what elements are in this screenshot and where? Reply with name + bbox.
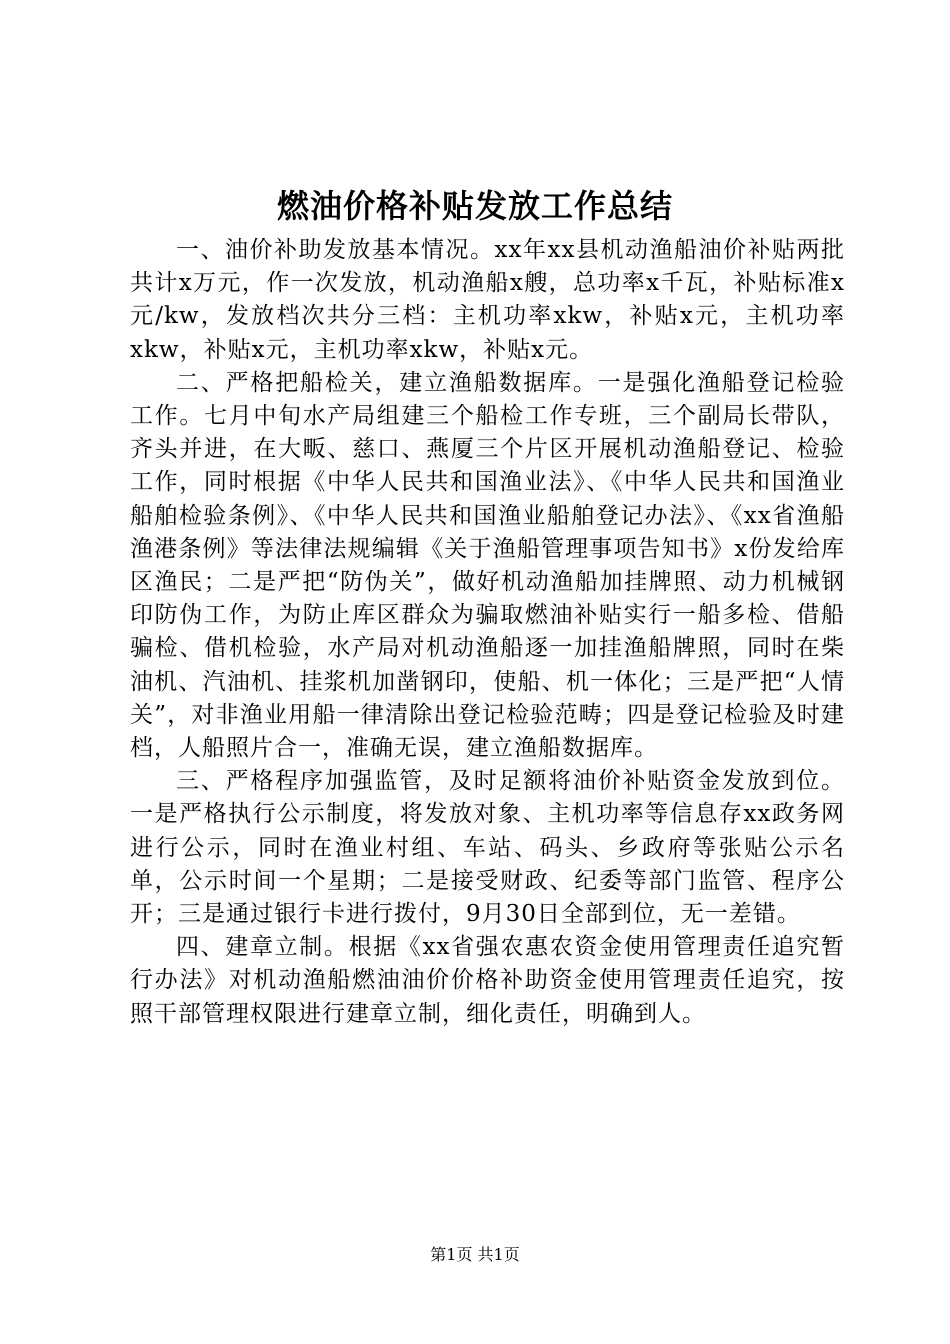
paragraph-regulations: 四、建章立制。根据《xx省强农惠农资金使用管理责任追究暂行办法》对机动渔船燃油油价价格补助资金使用管理责任追究，按照干部管理权限进行建章立制，细化责任，明确到人。 xyxy=(130,934,845,1027)
document-title: 燃油价格补贴发放工作总结 xyxy=(276,187,673,225)
page-footer: 第1页 共1页 xyxy=(430,1245,520,1264)
document-body xyxy=(130,234,845,1031)
paragraph-ship-inspection: 二、严格把船检关，建立渔船数据库。一是强化渔船登记检验工作。七月中旬水产局组建三个船检工作专班，三个副局长带队，齐头并进，在大畈、慈口、燕厦三个片区开展机动渔船登记、检验工作，同时根据《中华人民共和国渔业法》、《中华人民共和国渔业船舶检验条例》、《中华人民共和国渔业船舶登记办法》、《xx省渔船渔港条例》等法律法规编辑《关于渔船管理事项告知书》x份发给库区渔民；二是严把“防伪关”，做好机动渔船加挂牌照、动力机械钢印防伪工作，为防止库区群众为骗取燃油补贴实行一船多检、借船骗检、借机检验，水产局对机动渔船逐一加挂渔船牌照，同时在柴油机、汽油机、挂浆机加凿钢印，使船、机一体化；三是严把“人情关”，对非渔业用船一律清除出登记检验范畴；四是登记检验及时建档，人船照片合一，准确无误，建立渔船数据库。 xyxy=(130,369,845,762)
paragraph-supervision: 三、严格程序加强监管，及时足额将油价补贴资金发放到位。一是严格执行公示制度，将发放对象、主机功率等信息存xx政务网进行公示，同时在渔业村组、车站、码头、乡政府等张贴公示名单，公示时间一个星期；二是接受财政、纪委等部门监管、程序公开；三是通过银行卡进行拨付，9月30日全部到位，无一差错。 xyxy=(130,768,845,928)
paragraph-basic-situation: 一、油价补助发放基本情况。xx年xx县机动渔船油价补贴两批共计x万元，作一次发放，机动渔船x艘，总功率x千瓦，补贴标准x元/kw，发放档次共分三档：主机功率xkw，补贴x元，主机功率xkw，补贴x元，主机功率xkw，补贴x元。 xyxy=(130,237,845,363)
